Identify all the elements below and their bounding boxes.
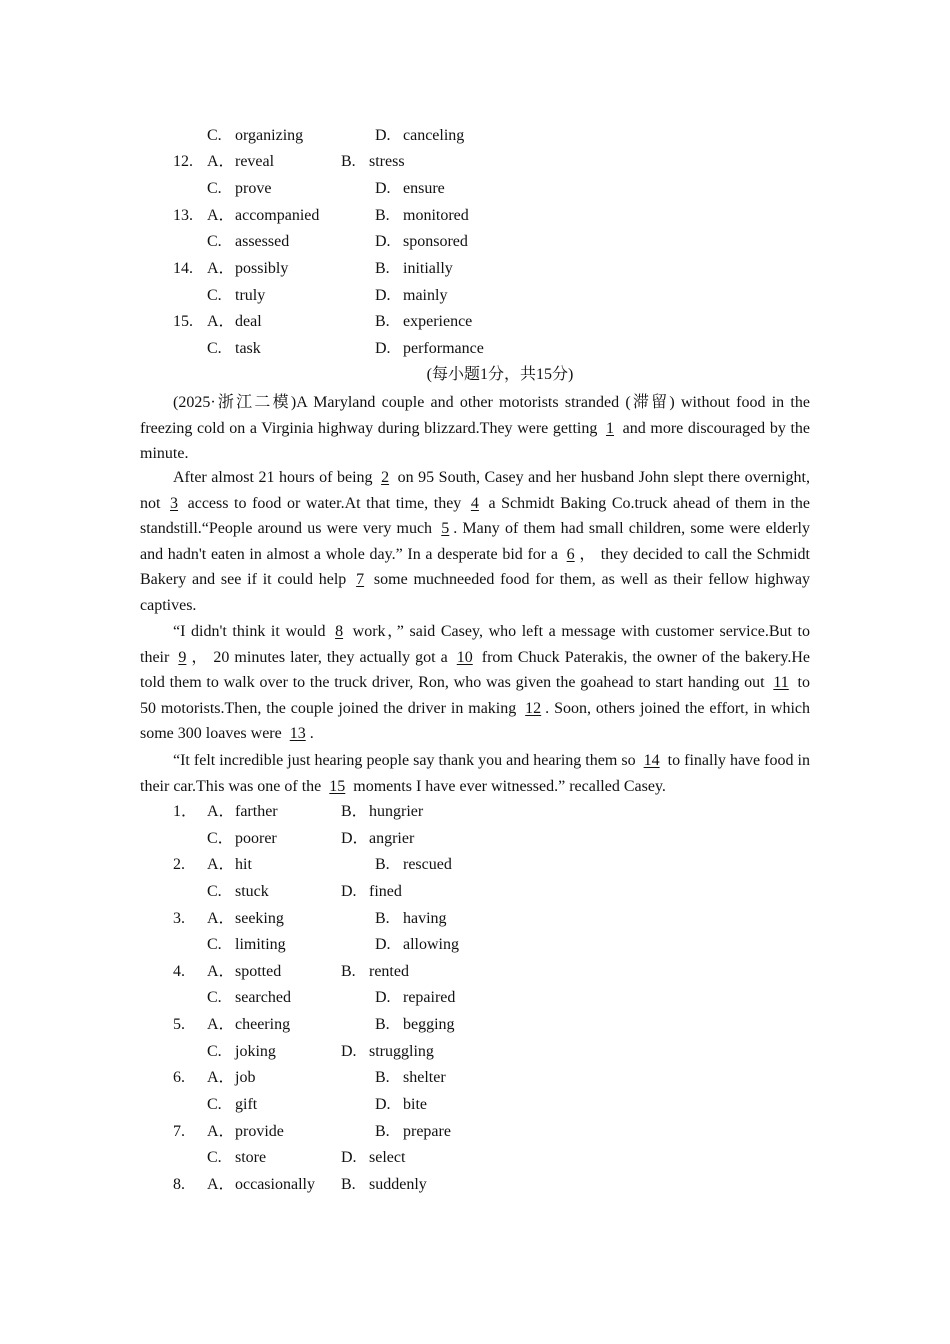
option-label: B. <box>341 963 356 980</box>
option-text: hungrier <box>369 803 424 820</box>
option-text: limiting <box>235 936 286 953</box>
option-label: A． <box>207 260 235 277</box>
option-text: organizing <box>235 127 304 144</box>
option-text: occasionally <box>235 1176 315 1193</box>
option-text: deal <box>235 313 262 330</box>
option-text: accompanied <box>235 207 320 224</box>
blank-7: 7 <box>356 571 365 588</box>
option-label: B. <box>375 856 390 873</box>
option-label: A． <box>207 910 235 927</box>
question-number: 15. <box>173 313 193 330</box>
passage-paragraph-1 <box>140 390 810 467</box>
option-label: B. <box>341 153 356 170</box>
option-label: D. <box>375 936 391 953</box>
question-number: 7. <box>173 1123 185 1140</box>
option-label: D. <box>375 127 391 144</box>
option-label: A． <box>207 207 235 224</box>
passage-text: ， 20 minutes later, they actually got a <box>190 648 453 666</box>
option-text: experience <box>403 313 473 330</box>
option-text: select <box>369 1149 406 1166</box>
option-label: D. <box>375 180 391 197</box>
option-text: canceling <box>403 127 465 144</box>
option-label: D. <box>375 340 391 357</box>
option-text: performance <box>403 340 484 357</box>
passage-text: . Many of them had small children, some were elderly and hadn't eaten in almost a whole day.” In a desperate bid for a <box>140 520 810 563</box>
option-label: B. <box>341 1176 356 1193</box>
question-number: 2. <box>173 856 185 873</box>
passage-text: a Schmidt Baking Co.truck ahead of them in the standstill.“People around us were very much <box>140 494 810 537</box>
option-text: gift <box>235 1096 258 1113</box>
source-tag: (2025·浙江二模) <box>173 394 297 411</box>
passage-text: on 95 South, Casey and her husband John slept there overnight, not <box>140 469 810 512</box>
option-text: joking <box>235 1043 276 1060</box>
option-label: A． <box>207 803 235 820</box>
option-label: C. <box>207 1096 222 1113</box>
option-label: D. <box>375 1096 391 1113</box>
option-text: searched <box>235 989 291 1006</box>
option-text: bite <box>403 1096 427 1113</box>
option-label: D. <box>375 989 391 1006</box>
option-label: A． <box>207 1123 235 1140</box>
option-label: A． <box>207 153 235 170</box>
blank-5: 5 <box>441 520 450 537</box>
option-label: D. <box>375 233 391 250</box>
option-text: repaired <box>403 989 456 1006</box>
passage-paragraph-2 <box>140 465 810 618</box>
blank-3: 3 <box>170 494 179 512</box>
blank-13: 13 <box>289 725 306 742</box>
option-label: C. <box>207 233 222 250</box>
option-text: hit <box>235 856 252 873</box>
question-number: 8. <box>173 1176 185 1193</box>
question-number: 5. <box>173 1016 185 1033</box>
passage-text: After almost 21 hours of being <box>173 469 378 486</box>
option-text: monitored <box>403 207 469 224</box>
option-label: C. <box>207 180 222 197</box>
option-label: C. <box>207 1149 222 1166</box>
option-label: B． <box>341 803 368 820</box>
option-text: stress <box>369 153 405 170</box>
passage-paragraph-4 <box>140 748 810 799</box>
option-label: A． <box>207 856 235 873</box>
option-label: D. <box>341 1043 357 1060</box>
blank-12: 12 <box>525 699 542 717</box>
option-text: spotted <box>235 963 282 980</box>
option-text: task <box>235 340 261 357</box>
option-label: C. <box>207 340 222 357</box>
option-text: stuck <box>235 883 269 900</box>
option-label: B. <box>375 313 390 330</box>
option-label: B. <box>375 1016 390 1033</box>
option-label: D． <box>341 830 369 847</box>
option-label: D. <box>341 1149 357 1166</box>
option-text: prove <box>235 180 272 197</box>
question-number: 1． <box>173 803 198 820</box>
option-text: begging <box>403 1016 455 1033</box>
option-text: truly <box>235 287 266 304</box>
passage-text: moments I have ever witnessed.” recalled Casey. <box>349 777 666 795</box>
passage-paragraph-3 <box>140 619 810 747</box>
option-text: rented <box>369 963 409 980</box>
question-number: 14. <box>173 260 193 277</box>
option-text: store <box>235 1149 267 1166</box>
option-text: ensure <box>403 180 445 197</box>
option-text: assessed <box>235 233 290 250</box>
option-label: D. <box>375 287 391 304</box>
question-number: 13. <box>173 207 193 224</box>
passage-text: . <box>309 725 314 742</box>
passage-text: from Chuck Paterakis, the owner of the bakery.He told them to walk over to the truck driver, Ron, who was given the goahead to start handing out <box>140 648 810 691</box>
option-label: B. <box>375 1123 390 1140</box>
passage-text: ， they decided to call the Schmidt Bakery and see if it could help <box>140 545 810 588</box>
option-label: A． <box>207 1016 235 1033</box>
option-text: angrier <box>369 830 415 847</box>
option-text: possibly <box>235 260 289 277</box>
option-text: prepare <box>403 1123 451 1140</box>
blank-1: 1 <box>606 419 614 437</box>
passage-text: and more discouraged by the minute. <box>140 419 811 462</box>
option-label: A． <box>207 963 235 980</box>
passage-text: “I didn't think it would <box>173 623 332 640</box>
question-number: 12. <box>173 153 193 170</box>
option-label: B. <box>375 207 390 224</box>
blank-4: 4 <box>470 494 479 512</box>
option-label: A． <box>207 1176 235 1193</box>
passage-text: to finally have food in their car.This was one of the <box>140 752 811 795</box>
option-text: seeking <box>235 910 284 927</box>
option-text: farther <box>235 803 278 820</box>
section-heading: (每小题1分，共15分) <box>426 366 574 383</box>
option-text: rescued <box>403 856 452 873</box>
option-text: poorer <box>235 830 277 847</box>
blank-8: 8 <box>335 623 344 640</box>
blank-10: 10 <box>456 648 473 666</box>
option-text: fined <box>369 883 402 900</box>
option-text: allowing <box>403 936 459 953</box>
blank-9: 9 <box>178 648 187 666</box>
option-label: C. <box>207 936 222 953</box>
blank-11: 11 <box>773 674 789 691</box>
passage-text: to 50 motorists.Then, the couple joined the driver in making <box>140 674 810 717</box>
option-label: B. <box>375 1069 390 1086</box>
option-text: mainly <box>403 287 448 304</box>
option-label: C. <box>207 287 222 304</box>
passage-text: “It felt incredible just hearing people say thank you and hearing them so <box>173 752 640 769</box>
option-text: provide <box>235 1123 284 1140</box>
option-text: having <box>403 910 447 927</box>
question-number: 4. <box>173 963 185 980</box>
option-text: suddenly <box>369 1176 427 1193</box>
question-number: 3. <box>173 910 185 927</box>
option-label: C. <box>207 127 222 144</box>
blank-2: 2 <box>381 469 390 486</box>
option-text: struggling <box>369 1043 434 1060</box>
option-label: C. <box>207 989 222 1006</box>
option-label: B. <box>375 260 390 277</box>
passage-text: some muchneeded food for them, as well as their fellow highway captives. <box>140 571 810 614</box>
option-text: job <box>235 1069 256 1086</box>
blank-15: 15 <box>329 777 346 795</box>
passage-text: access to food or water.At that time, they <box>182 494 467 512</box>
option-label: A． <box>207 313 235 330</box>
option-text: reveal <box>235 153 275 170</box>
option-text: shelter <box>403 1069 446 1086</box>
question-number: 6. <box>173 1069 185 1086</box>
passage-text: work，” said Casey, who left a message with customer service.But to their <box>140 623 811 666</box>
option-text: initially <box>403 260 453 277</box>
option-label: C． <box>207 830 234 847</box>
blank-6: 6 <box>566 545 575 563</box>
option-text: cheering <box>235 1016 291 1033</box>
option-label: A． <box>207 1069 235 1086</box>
option-label: D. <box>341 883 357 900</box>
passage-text: . Soon, others joined the effort, in which some 300 loaves were <box>140 699 811 742</box>
option-text: sponsored <box>403 233 468 250</box>
option-label: C. <box>207 883 222 900</box>
passage-text: A Maryland couple and other motorists stranded (滞留) without food in the freezing cold on a Virginia highway during blizzard.They were getting <box>140 394 810 437</box>
blank-14: 14 <box>643 752 660 769</box>
option-label: C. <box>207 1043 222 1060</box>
option-label: B. <box>375 910 390 927</box>
